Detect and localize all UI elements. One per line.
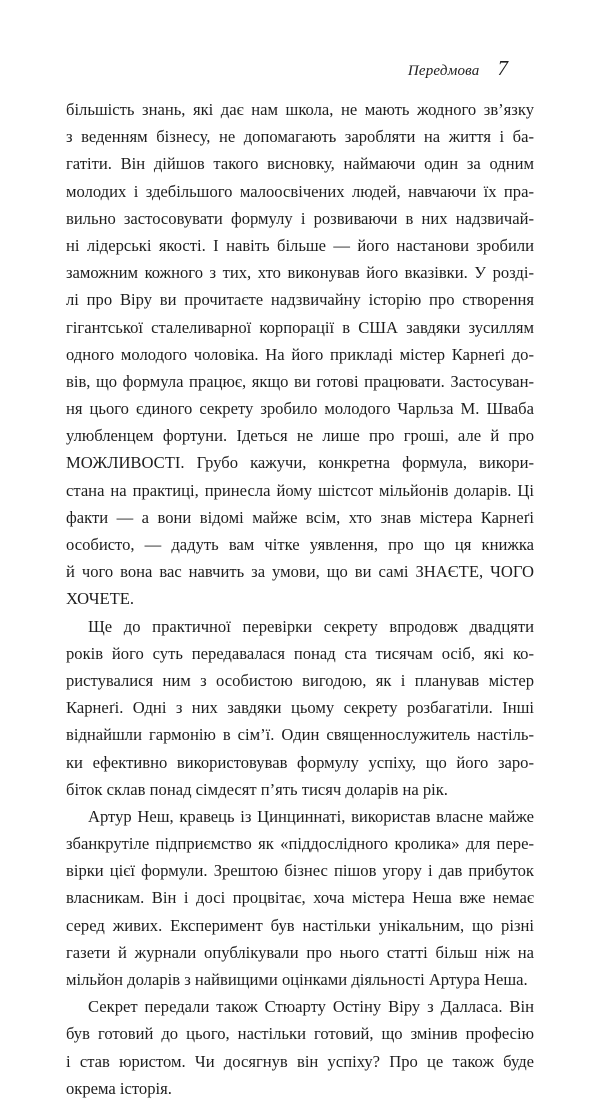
text-line: збанкрутіле підприємство як «піддослідного кролика» для пере- <box>66 834 534 854</box>
text-line: ня цього єдиного секрету зробило молодого Чарльза М. Шваба <box>66 399 534 419</box>
text-line: ки ефективно використовував формулу успіху, що його заро- <box>66 752 534 772</box>
text-line: стана на практиці, принесла йому шістсот мільйонів доларів. Ці <box>66 480 534 500</box>
text-line: був готовий до цього, настільки готовий, що змінив професію <box>66 1024 534 1044</box>
text-line: факти — а вони відомі майже всім, хто знав містера Карнеґі <box>66 507 534 527</box>
text-line: Карнеґі. Одні з них завдяки цьому секрету розбагатіли. Інші <box>66 698 534 718</box>
text-line: ХОЧЕТЕ. <box>66 589 135 609</box>
text-line: улюбленцем фортуни. Ідеться не лише про гроші, але й про <box>66 426 534 446</box>
text-line: молодих і здебільшого малоосвічених людей, навчаючи їх пра- <box>66 181 534 201</box>
body-text <box>66 96 534 1102</box>
text-line: особисто, — дадуть вам чітке уявлення, про що ця книжка <box>66 535 534 554</box>
text-line: більшість знань, які дає нам школа, не мають жодного зв’язку <box>66 100 534 119</box>
text-line: гігантської сталеливарної корпорації в США завдяки зусиллям <box>66 317 534 337</box>
text-line: з веденням бізнесу, не допомагають заробляти на життя і ба- <box>66 127 534 147</box>
text-line: вильно застосовувати формулу і розвиваючи в них надзвичай- <box>66 208 534 228</box>
text-line: віднайшли гармонію в сім’ї. Один священнослужитель настіль- <box>66 725 534 745</box>
page-number: 7 <box>497 56 508 80</box>
text-line: біток склав понад сімдесят п’ять тисяч доларів на рік. <box>66 779 448 799</box>
text-line: гатіти. Він дійшов такого висновку, наймаючи один за одним <box>66 154 534 174</box>
text-line: Артур Неш, кравець із Цинциннаті, використав власне майже <box>88 806 534 826</box>
text-line: МОЖЛИВОСТІ. Грубо кажучи, конкретна формула, викори- <box>66 453 534 473</box>
running-header <box>408 58 508 80</box>
text-line: років його суть передавалася понад ста тисячам осіб, які ко- <box>66 643 534 663</box>
text-line: Секрет передали також Стюарту Остіну Віру з Далласа. Він <box>88 997 534 1017</box>
text-line: ристувалися ним з особистою вигодою, як і планував містер <box>66 670 534 690</box>
text-line: одного молодого чоловіка. На його прикладі містер Карнеґі до- <box>66 344 534 364</box>
text-line: серед живих. Експеримент був настільки унікальним, що різні <box>66 915 534 935</box>
text-line: газети й журнали опублікували про нього статті більш ніж на <box>66 942 534 962</box>
text-line: вірки цієї формули. Зрештою бізнес пішов угору і дав прибуток <box>66 861 534 881</box>
text-line: і став юристом. Чи досягнув він успіху? Про це також буде <box>66 1051 534 1071</box>
running-title: Передмова <box>407 63 480 79</box>
text-line: заможним кожного з тих, хто виконував його вказівки. У розді- <box>66 263 534 283</box>
text-line: мільйон доларів з найвищими оцінками діяльності Артура Неша. <box>66 970 528 989</box>
text-line: Ще до практичної перевірки секрету впродовж двадцяти <box>88 616 534 636</box>
text-line: лі про Віру ви прочитаєте надзвичайну історію про створення <box>66 290 534 310</box>
text-line: й чого вона вас навчить за умови, що ви самі ЗНАЄТЕ, ЧОГО <box>66 562 534 582</box>
text-line: вів, що формула працює, якщо ви готові працювати. Застосуван- <box>66 371 534 391</box>
text-line: власникам. Він і досі процвітає, хоча містера Неша вже немає <box>66 888 534 908</box>
text-line: окрема історія. <box>66 1078 172 1098</box>
text-line: ні лідерські якості. І навіть більше — його настанови зробили <box>66 235 534 255</box>
